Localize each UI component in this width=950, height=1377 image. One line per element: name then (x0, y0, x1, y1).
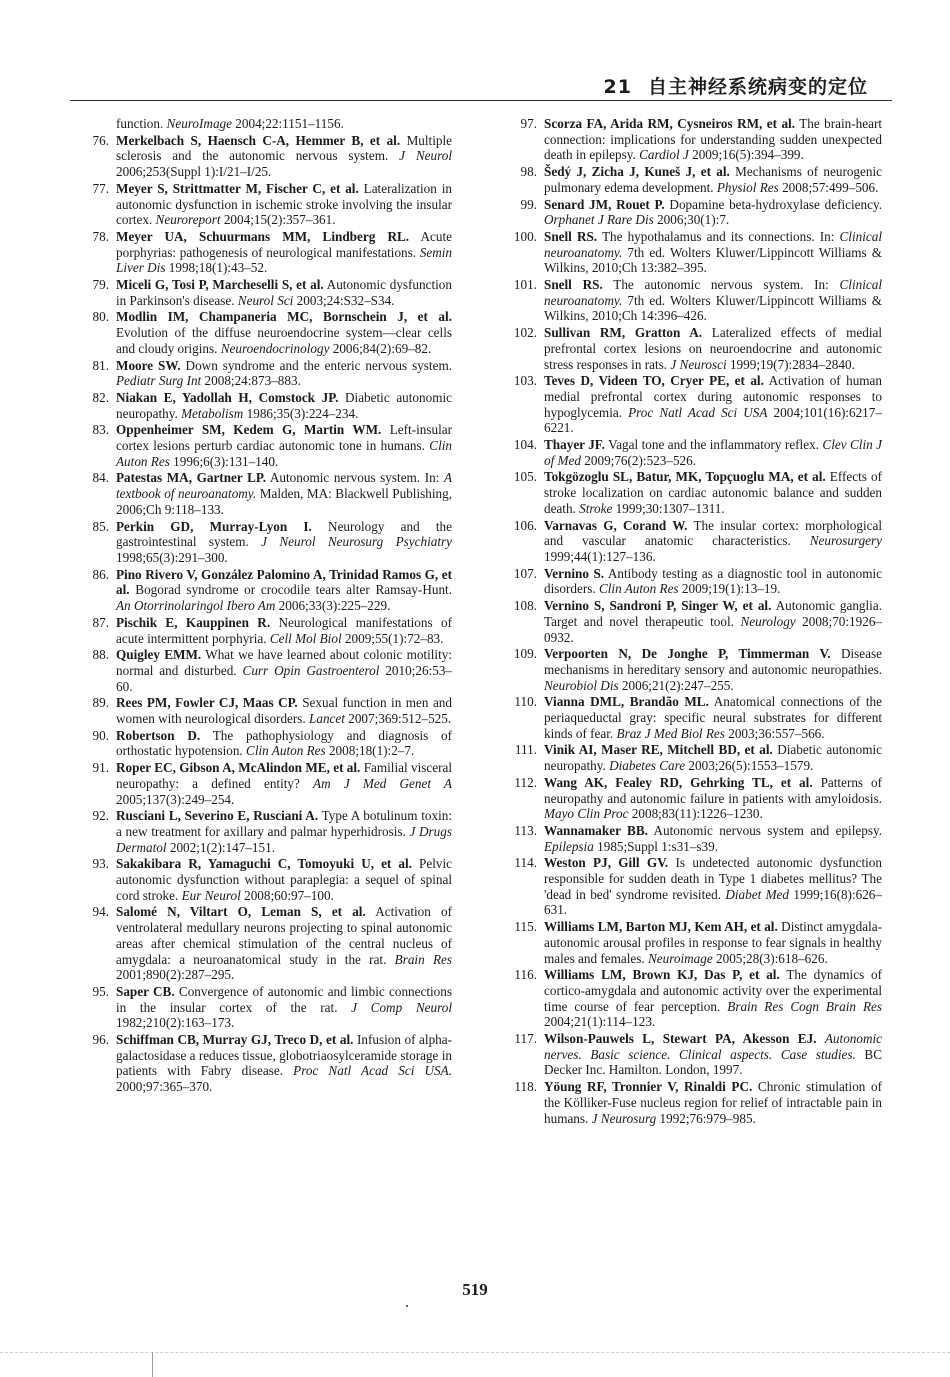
reference-number: 89. (92, 695, 109, 711)
reference-authors: Snell RS. (544, 277, 603, 293)
reference-number: 110. (514, 694, 537, 710)
reference-title: The dynamics of cortico-amygdala and autonomic activity over the experimental time course of fear perception. (544, 967, 882, 1014)
reference-authors: Šedý J, Zicha J, Kuneš J, et al. (544, 164, 730, 180)
reference-journal: Diabet Med (725, 886, 790, 902)
reference-authors: Vinik AI, Maser RE, Mitchell BD, et al. (544, 742, 773, 758)
reference-authors: Pino Rivero V, González Palomino A, Trinidad Ramos G, et al. (116, 566, 452, 598)
reference-item (510, 277, 882, 324)
reference-number: 99. (520, 196, 537, 212)
reference-details: 2007;369:512–525. (344, 711, 452, 727)
reference-item (510, 373, 882, 436)
reference-details: 2005;137(3):249–254. (116, 791, 235, 807)
reference-item (82, 728, 452, 759)
reference-details: 2009;76(2):523–526. (581, 452, 697, 468)
reference-item (82, 229, 452, 276)
reference-number: 87. (92, 614, 109, 630)
reference-title: Sexual function in men and women with neurological disorders. (116, 695, 452, 727)
reference-details: 2006;30(1):7. (653, 212, 730, 228)
reference-item (82, 358, 452, 389)
reference-details: 2006;21(2):247–255. (618, 677, 734, 693)
reference-number: 118. (514, 1079, 537, 1095)
reference-details: 1985;Suppl 1:s31–s39. (593, 838, 719, 854)
reference-title: Familial visceral neuropathy: a defined entity? (116, 760, 452, 791)
reference-authors: Sakakibara R, Yamaguchi C, Tomoyuki U, et al. (116, 856, 412, 872)
reference-journal: Eur Neurol (181, 887, 241, 903)
reference-number: 111. (514, 742, 537, 758)
reference-title: Anatomical connections of the periaqueductal gray: specific neural substrates for different kinds of fear. (544, 694, 882, 741)
reference-journal: Neurobiol Dis (544, 677, 619, 693)
reference-title: function. (116, 116, 167, 131)
reference-journal: Clinical neuroanatomy. (544, 277, 882, 308)
chapter-title: 自主神经系统病变的定位 (647, 76, 868, 98)
reference-authors: Merkelbach S, Haensch C-A, Hemmer B, et al. (116, 132, 401, 148)
chapter-number: 21 (603, 76, 632, 98)
reference-journal: J Neurol Neurosurg Psychiatry (261, 534, 452, 550)
reference-title: Mechanisms of neurogenic pulmonary edema development. (544, 164, 882, 195)
reference-title: Acute porphyrias: pathogenesis of neurological manifestations. (116, 228, 452, 260)
reference-number: 83. (92, 422, 109, 438)
reference-number: 85. (92, 518, 109, 534)
reference-item (82, 309, 452, 356)
reference-authors: Rusciani L, Severino E, Rusciani A. (116, 808, 319, 824)
reference-title: Disease mechanisms in hereditary sensory and autonomic neuropathies. (544, 646, 882, 677)
reference-number: 93. (92, 856, 109, 872)
reference-title: Vagal tone and the inflammatory reflex. (604, 437, 823, 453)
reference-journal: Neurol Sci (237, 292, 294, 308)
reference-journal: Stroke (579, 500, 613, 516)
reference-journal: J Neurosurg (591, 1110, 657, 1126)
reference-item (82, 647, 452, 694)
reference-journal: Clin Auton Res (246, 743, 326, 759)
reference-authors: Snell RS. (544, 228, 598, 244)
reference-item (82, 390, 452, 421)
reference-item (82, 567, 452, 614)
reference-details: 2008;57:499–506. (778, 179, 879, 195)
reference-title: Autonomic ganglia. Target and novel therapeutic tool. (544, 598, 882, 629)
reference-title: Lateralization in autonomic dysfunction in ischemic stroke involving the insular cortex. (116, 180, 452, 228)
reference-number: 106. (513, 517, 537, 533)
reference-title: Multiple sclerosis and the autonomic nervous system. (116, 132, 452, 164)
reference-item (510, 164, 882, 195)
reference-authors: Wannamaker BB. (544, 822, 648, 838)
reference-title: The brain-heart connection: implications for understanding sudden unexpected death in epilepsy. (544, 116, 883, 163)
reference-title: The insular cortex: morphological and vascular anatomic characteristics. (544, 517, 882, 549)
reference-journal: Pediatr Surg Int (116, 373, 202, 389)
reference-number: 81. (92, 357, 109, 373)
reference-title: Antibody testing as a diagnostic tool in autonomic disorders. (544, 565, 883, 597)
reference-item (82, 1032, 452, 1095)
reference-number: 92. (92, 808, 109, 824)
reference-item (82, 422, 452, 469)
reference-authors: Weston PJ, Gill GV. (544, 855, 669, 871)
reference-title: Left-insular cortex lesions perturb cardiac autonomic tone in humans. (116, 422, 452, 454)
reference-authors: Miceli G, Tosi P, Marcheselli S, et al. (116, 277, 324, 293)
reference-authors: Salomé N, Viltart O, Leman S, et al. (116, 904, 366, 920)
reference-journal: Orphanet J Rare Dis (544, 212, 654, 228)
reference-item (510, 229, 882, 276)
reference-authors: Scorza FA, Arida RM, Cysneiros RM, et al. (544, 116, 796, 131)
reference-journal: Diabetes Care (609, 758, 686, 774)
reference-title: Pelvic autonomic dysfunction without paraplegia: a sequel of spinal cord stroke. (116, 856, 452, 903)
reference-journal: Epilepsia (544, 838, 594, 854)
reference-item (510, 967, 882, 1030)
reference-journal: Proc Natl Acad Sci USA (628, 404, 768, 420)
reference-number: 105. (513, 469, 537, 485)
reference-journal: Cardiol J (639, 147, 689, 163)
reference-journal: NeuroImage (166, 116, 232, 131)
reference-journal: Mayo Clin Proc (544, 806, 629, 822)
reference-number: 112. (514, 774, 537, 790)
reference-number: 94. (92, 904, 109, 920)
reference-title: Is undetected autonomic dysfunction responsible for sudden death in Type 1 diabetes mellitus? The 'dead in bed' syndrome revisited. (544, 855, 882, 902)
reference-authors: Modlin IM, Champaneria MC, Bornschein J, et al. (116, 309, 452, 325)
running-header (0, 64, 950, 100)
reference-item (82, 984, 452, 1031)
reference-title: The autonomic nervous system. In: (602, 277, 840, 293)
reference-item (510, 437, 882, 468)
reference-authors: Verpoorten N, De Jonghe P, Timmerman V. (544, 646, 831, 662)
reference-details: Malden, MA: Blackwell Publishing, 2006;Ch 9:118–133. (116, 486, 452, 517)
reference-details: 1982;210(2):163–173. (116, 1015, 235, 1031)
reference-number: 97. (520, 116, 537, 131)
reference-details: 2008;18(1):2–7. (325, 743, 415, 759)
reference-authors: Perkin GD, Murray-Lyon I. (116, 518, 312, 534)
reference-number: 104. (513, 437, 537, 453)
reference-journal: Clinical neuroanatomy. (544, 228, 882, 260)
reference-details: 2004;21(1):114–123. (544, 1014, 656, 1030)
reference-title: Convergence of autonomic and limbic connections in the insular cortex of the rat. (116, 983, 452, 1015)
reference-details: 2009;55(1):72–83. (341, 630, 444, 646)
reference-details: 2004;15(2):357–361. (220, 212, 336, 228)
reference-journal: J Drugs Dermatol (116, 823, 452, 855)
reference-title: Type A botulinum toxin: a new treatment for axillary and palmar hyperhidrosis. (116, 808, 452, 839)
print-dot (406, 1305, 408, 1307)
reference-title: What we have learned about colonic motility: normal and disturbed. (116, 647, 452, 678)
reference-title: Dopamine beta-hydroxylase deficiency. (664, 196, 882, 212)
reference-continuation (82, 116, 452, 132)
reference-journal: A textbook of neuroanatomy. (116, 470, 452, 502)
reference-item (510, 1079, 882, 1126)
reference-title: Neurology and the gastrointestinal system. (116, 518, 452, 550)
reference-title: Activation of human medial prefrontal cortex during autonomic responses to hypoglycemia. (544, 373, 882, 420)
reference-journal: Neuroendocrinology (220, 340, 330, 356)
reference-authors: Meyer UA, Schuurmans MM, Lindberg RL. (116, 228, 410, 244)
reference-details: 2009;19(1):13–19. (678, 581, 781, 597)
header-rule (70, 100, 892, 101)
reference-authors: Vernino S. (544, 565, 605, 581)
reference-item (82, 470, 452, 517)
page-bottom-rule (0, 1352, 950, 1353)
reference-authors: Schiffman CB, Murray GJ, Treco D, et al. (116, 1032, 354, 1048)
reference-journal: Lancet (309, 711, 345, 727)
reference-journal: Neuroreport (155, 212, 221, 228)
reference-details: 1996;6(3):131–140. (169, 453, 279, 469)
reference-details: 2008;70:1926–0932. (544, 613, 883, 645)
reference-title: Autonomic nervous system. In: (266, 470, 444, 486)
reference-details: 2005;28(3):618–626. (712, 950, 828, 966)
page-number: 519 (462, 1280, 488, 1299)
reference-journal: Autonomic nerves. Basic science. Clinical aspects. Case studies. (544, 1031, 883, 1062)
reference-journal: Clin Auton Res (116, 438, 452, 469)
reference-item (510, 775, 882, 822)
reference-item (82, 808, 452, 855)
reference-authors: Moore SW. (116, 357, 181, 373)
reference-details: 1999;19(7):2834–2840. (726, 356, 855, 372)
reference-item (510, 823, 882, 854)
reference-authors: Wang AK, Fealey RD, Gehrking TL, et al. (544, 774, 813, 790)
reference-details: 2002;1(2):147–151. (166, 839, 275, 855)
reference-number: 117. (514, 1031, 537, 1047)
reference-authors: Sullivan RM, Gratton A. (544, 325, 703, 341)
reference-number: 86. (92, 566, 109, 582)
reference-number: 78. (92, 228, 109, 244)
reference-details: 2010;26:53–60. (116, 662, 453, 694)
reference-details: 2003;24:S32–S34. (293, 292, 395, 308)
reference-item (82, 181, 452, 228)
reference-details: 1986;35(3):224–234. (243, 405, 359, 421)
reference-journal: Neurosurgery (809, 533, 882, 549)
reference-details: 2004;22:1151–1156. (231, 116, 344, 131)
reference-number: 115. (514, 919, 537, 935)
reference-column-left (82, 116, 452, 1096)
reference-details: 1992;76:979–985. (656, 1110, 756, 1126)
reference-number: 114. (514, 855, 537, 871)
reference-number: 77. (92, 180, 109, 196)
reference-column-right (510, 116, 882, 1127)
reference-details: 2008;60:97–100. (240, 887, 334, 903)
reference-item (510, 694, 882, 741)
reference-title: Infusion of alpha-galactosidase a reduces tissue, globotriaosylceramide storage in patients with Fabry disease. (116, 1032, 452, 1079)
reference-number: 79. (92, 277, 109, 293)
reference-details: 2003;26(5):1553–1579. (685, 758, 814, 774)
reference-item (510, 518, 882, 565)
reference-item (510, 116, 882, 163)
reference-item (82, 277, 452, 308)
reference-authors: Vernino S, Sandroni P, Singer W, et al. (544, 598, 772, 614)
reference-number: 84. (92, 470, 109, 486)
reference-item (510, 855, 882, 918)
reference-number: 107. (513, 565, 537, 581)
reference-item (82, 856, 452, 903)
reference-number: 100. (513, 228, 537, 244)
reference-authors: Williams LM, Brown KJ, Das P, et al. (544, 967, 780, 983)
reference-authors: Meyer S, Strittmatter M, Fischer C, et al. (116, 180, 359, 196)
reference-number: 95. (92, 983, 109, 999)
reference-item (82, 615, 452, 646)
reference-journal: J Neurol (399, 148, 453, 164)
reference-details: 1998;65(3):291–300. (116, 549, 228, 565)
reference-title: Diabetic autonomic neuropathy. (116, 389, 452, 421)
reference-item (510, 1031, 882, 1078)
reference-title: Down syndrome and the enteric nervous system. (180, 357, 453, 373)
reference-details: 1999;16(8):626–631. (544, 886, 882, 918)
reference-title: Chronic stimulation of the Kölliker-Fuse nucleus region for relief of intractable pain in humans. (544, 1079, 882, 1126)
reference-authors: Quigley EMM. (116, 647, 202, 663)
reference-item (510, 566, 882, 597)
reference-authors: Teves D, Videen TO, Cryer PE, et al. (544, 373, 764, 389)
reference-number: 103. (513, 373, 537, 389)
reference-details: 1998;18(1):43–52. (165, 260, 268, 276)
reference-details: 1999;30:1307–1311. (612, 500, 725, 516)
chapter-heading (604, 72, 868, 99)
reference-authors: Tokgözoglu SL, Batur, MK, Topçuoglu MA, et al. (544, 469, 826, 485)
reference-item (510, 646, 882, 693)
reference-title: Autonomic dysfunction in Parkinson's disease. (116, 277, 452, 308)
reference-number: 91. (92, 760, 109, 776)
reference-item (510, 469, 882, 516)
reference-item (510, 197, 882, 228)
reference-title: Autonomic nervous system and epilepsy. (647, 822, 882, 838)
reference-title: Evolution of the diffuse neuroendocrine system—clear cells and cloudy origins. (116, 325, 452, 356)
reference-authors: Wilson-Pauwels L, Stewart PA, Akesson EJ. (544, 1031, 817, 1047)
reference-details: 2008;83(11):1226–1230. (628, 806, 763, 822)
reference-journal: Brain Res (394, 951, 452, 967)
crop-mark (152, 1352, 153, 1377)
reference-journal: J Comp Neurol (351, 999, 452, 1015)
reference-item (82, 904, 452, 983)
reference-journal: Clin Auton Res (598, 581, 679, 597)
reference-number: 88. (92, 647, 109, 663)
reference-details: 2006;84(2):69–82. (329, 340, 432, 356)
reference-authors: Rees PM, Fowler CJ, Maas CP. (116, 695, 298, 711)
reference-journal: Cell Mol Biol (269, 630, 342, 646)
reference-number: 116. (514, 967, 537, 983)
reference-journal: Neurology (740, 613, 796, 629)
reference-title: Bogorad syndrome or crocodile tears alter Ramsay-Hunt. (129, 582, 452, 598)
reference-journal: Metabolism (181, 405, 244, 421)
reference-journal: Brain Res Cogn Brain Res (727, 998, 882, 1014)
reference-authors: Saper CB. (116, 983, 175, 999)
reference-journal: J Neurosci (670, 356, 727, 372)
reference-item (510, 742, 882, 773)
reference-authors: Yöung RF, Tronnier V, Rinaldi PC. (544, 1079, 753, 1095)
reference-number: 76. (92, 132, 109, 148)
reference-authors: Oppenheimer SM, Kedem G, Martin WM. (116, 422, 382, 438)
reference-authors: Williams LM, Barton MJ, Kem AH, et al. (544, 919, 778, 935)
reference-authors: Patestas MA, Gartner LP. (116, 470, 267, 486)
reference-number: 102. (513, 325, 537, 341)
reference-journal: An Otorrinolaringol Ibero Am (116, 598, 276, 614)
reference-journal: Proc Natl Acad Sci USA. (293, 1063, 452, 1079)
reference-number: 90. (92, 727, 109, 743)
reference-authors: Varnavas G, Corand W. (544, 517, 688, 533)
reference-title: The pathophysiology and diagnosis of orthostatic hypotension. (116, 727, 452, 759)
reference-title: The hypothalamus and its connections. In: (597, 228, 840, 244)
reference-details: 2003;36:557–566. (724, 725, 825, 741)
reference-title: Diabetic autonomic neuropathy. (544, 742, 882, 774)
reference-title: Neurological manifestations of acute intermittent porphyria. (116, 614, 452, 646)
reference-item (82, 760, 452, 807)
reference-details: 2006;33(3):225–229. (275, 598, 391, 614)
reference-details: BC Decker Inc. Hamilton. London, 1997. (544, 1046, 882, 1078)
reference-item (82, 519, 452, 566)
reference-details: 7th ed. Wolters Kluwer/Lippincott Williams & Wilkins, 2010;Ch 14:396–426. (544, 292, 882, 324)
reference-item (510, 598, 882, 645)
reference-number: 109. (513, 646, 537, 662)
reference-details: 2008;24:873–883. (201, 373, 301, 389)
reference-title: Effects of stroke localization on cardiac autonomic balance and sudden death. (544, 469, 883, 516)
reference-journal: Am J Med Genet A (313, 775, 452, 791)
reference-number: 108. (513, 598, 537, 614)
reference-journal: Clev Clin J of Med (544, 437, 882, 468)
reference-details: 2006;253(Suppl 1):I/21–I/25. (116, 164, 272, 180)
reference-item (82, 133, 452, 180)
reference-title (817, 1031, 825, 1046)
reference-authors: Thayer JF. (544, 437, 605, 453)
reference-item (82, 695, 452, 726)
reference-journal: Physiol Res (716, 179, 779, 195)
reference-journal: Braz J Med Biol Res (616, 725, 725, 741)
reference-title: Distinct amygdala-autonomic arousal profiles in response to fear signals in healthy males and females. (544, 919, 882, 966)
reference-details: 2009;16(5):394–399. (688, 147, 804, 163)
reference-title: Lateralized effects of medial prefrontal cortex lesions on neuroendocrine and autonomic stress responses in rats. (544, 325, 882, 372)
reference-title: Patterns of neuropathy and autonomic failure in patients with amyloidosis. (544, 774, 882, 806)
reference-number: 82. (92, 389, 109, 405)
reference-authors: Robertson D. (116, 727, 201, 743)
reference-number: 80. (92, 309, 109, 325)
reference-journal: Semin Liver Dis (116, 244, 452, 276)
reference-journal: Curr Opin Gastroenterol (242, 662, 380, 678)
reference-number: 98. (520, 164, 537, 180)
reference-journal: Neuroimage (648, 950, 713, 966)
reference-item (510, 919, 882, 966)
reference-authors: Niakan E, Yadollah H, Comstock JP. (116, 389, 339, 405)
reference-number: 113. (514, 822, 537, 838)
reference-number: 96. (92, 1032, 109, 1048)
reference-details: 1999;44(1):127–136. (544, 548, 656, 564)
reference-details: 2004;101(16):6217–6221. (544, 404, 882, 436)
reference-item (510, 325, 882, 372)
reference-details: 2001;890(2):287–295. (116, 967, 235, 983)
reference-details: 7th ed. Wolters Kluwer/Lippincott Williams & Wilkins, 2010;Ch 13:382–395. (544, 244, 882, 276)
reference-authors: Senard JM, Rouet P. (544, 196, 665, 212)
reference-details: 2000;97:365–370. (116, 1079, 213, 1095)
reference-authors: Roper EC, Gibson A, McAlindon ME, et al. (116, 760, 361, 776)
reference-authors: Vianna DML, Brandão ML. (544, 694, 709, 710)
reference-number: 101. (513, 277, 537, 293)
reference-title: Activation of ventrolateral medullary neurons projecting to spinal autonomic areas after chemical stimulation of the central nucleus of amygdala: a neuroanatomical study in the rat. (116, 904, 452, 967)
reference-authors: Pischik E, Kauppinen R. (116, 614, 271, 630)
